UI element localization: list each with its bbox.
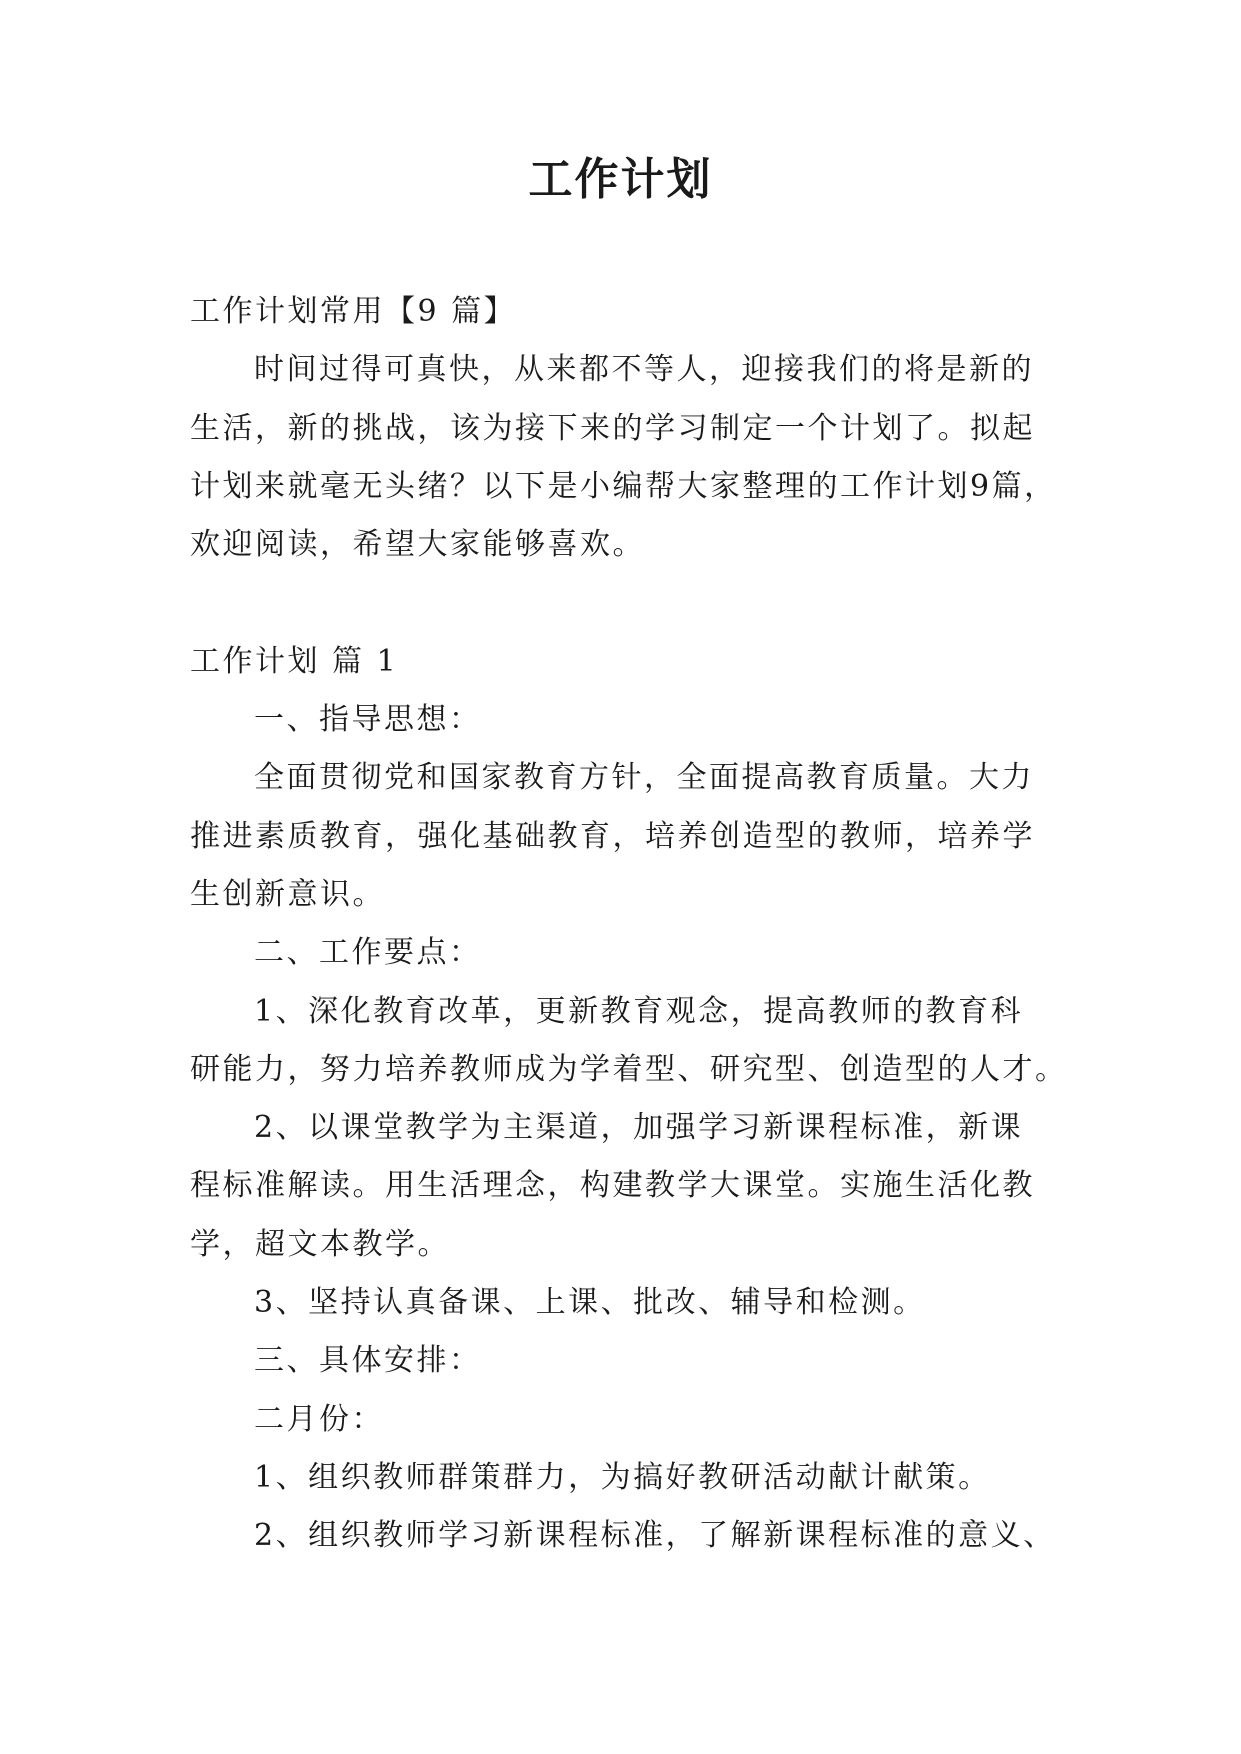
text-line: 生活，新的挑战，该为接下来的学习制定一个计划了。拟起 xyxy=(190,410,1035,446)
document-title: 工作计划 xyxy=(528,154,713,205)
text-line: 欢迎阅读，希望大家能够喜欢。 xyxy=(190,527,645,563)
text-line: 计划来就毫无头绪？以下是小编帮大家整理的工作计划9篇， xyxy=(190,468,1057,504)
document-body xyxy=(190,283,1070,1566)
paragraph-gap xyxy=(190,574,1070,632)
text-line: 工作计划常用【9 篇】 xyxy=(190,294,517,329)
text-line: 二、工作要点： xyxy=(254,935,482,971)
text-line: 三、具体安排： xyxy=(254,1343,482,1379)
text-line: 推进素质教育，强化基础教育，培养创造型的教师，培养学 xyxy=(190,818,1035,854)
text-line: 研能力，努力培养教师成为学着型、研究型、创造型的人才。 xyxy=(190,1051,1068,1087)
text-line: 时间过得可真快，从来都不等人，迎接我们的将是新的 xyxy=(254,352,1034,388)
text-line: 2、以课堂教学为主渠道，加强学习新课程标准，新课 xyxy=(254,1110,1024,1146)
text-line: 生创新意识。 xyxy=(190,876,385,912)
text-line: 工作计划 篇 1 xyxy=(190,643,399,679)
text-line: 2、组织教师学习新课程标准，了解新课程标准的意义、 xyxy=(254,1518,1056,1554)
text-line: 3、坚持认真备课、上课、批改、辅导和检测。 xyxy=(254,1285,926,1321)
text-line: 程标准解读。用生活理念，构建教学大课堂。实施生活化教 xyxy=(190,1168,1035,1204)
text-line: 1、深化教育改革，更新教育观念，提高教师的教育科 xyxy=(254,993,1024,1029)
text-line: 二月份： xyxy=(254,1401,384,1437)
text-line: 全面贯彻党和国家教育方针，全面提高教育质量。大力 xyxy=(254,760,1034,796)
text-line: 一、指导思想： xyxy=(254,702,482,738)
text-line: 学，超文本教学。 xyxy=(190,1226,450,1262)
text-line: 1、组织教师群策群力，为搞好教研活动献计献策。 xyxy=(254,1459,991,1495)
